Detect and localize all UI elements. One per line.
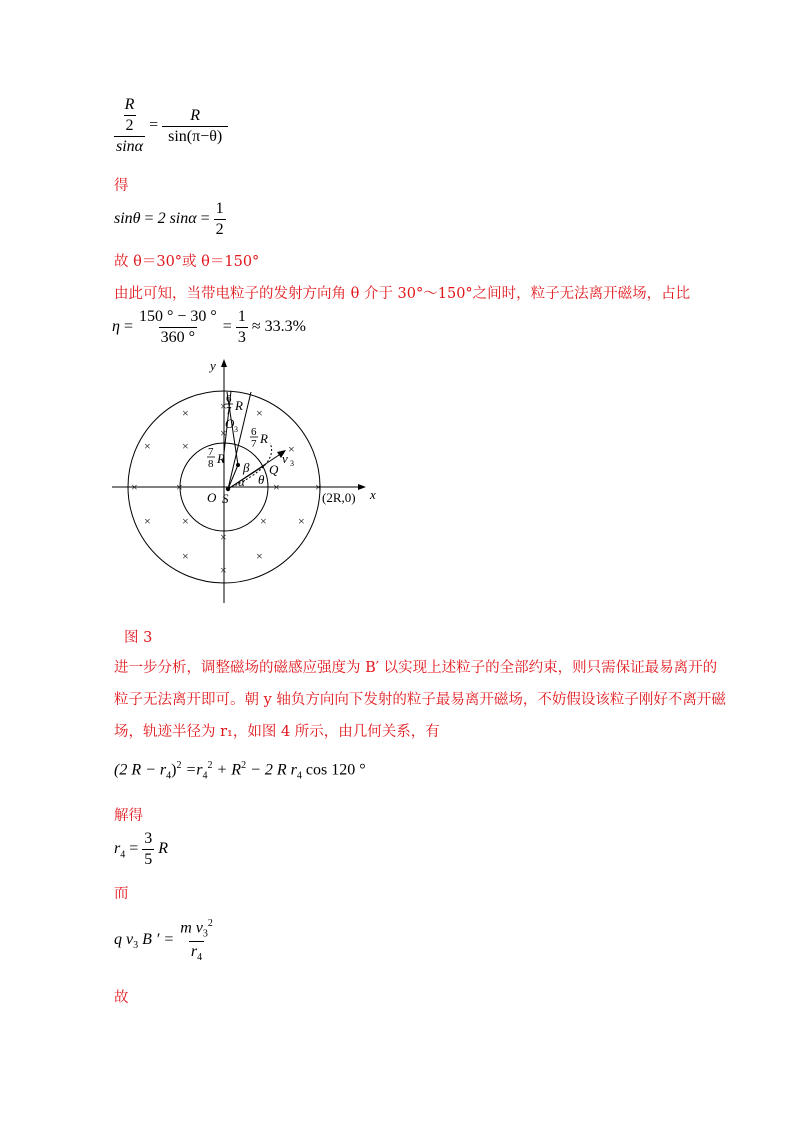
text-de: 得 — [114, 178, 129, 194]
eq3-fraction-2 — [236, 308, 248, 347]
eq3-den: 360 ° — [160, 329, 196, 346]
eq1-rhs-num: R — [190, 106, 201, 124]
fraction-r-over-sin — [162, 107, 228, 146]
label-78-den: 8 — [208, 458, 214, 470]
equation-3: η = $\frac{150 ^\circ - 30 ^\circ}{360 ^\circ}$ = $\frac{1}{3}$ ≈ 33.3% — [112, 308, 306, 346]
eq3-approx: ≈ 33.3% — [251, 318, 306, 336]
figure-caption: 图 3 — [124, 630, 153, 646]
label-67-top-den: 7 — [226, 405, 232, 417]
y-axis-arrow — [221, 359, 227, 367]
cross-mark: × — [182, 514, 189, 528]
cross-mark: × — [260, 514, 267, 528]
cross-mark: × — [220, 530, 227, 544]
equation-2: sinθ = 2 sinα = $\frac{1}{2}$ — [114, 200, 224, 238]
label-q: Q — [269, 462, 279, 477]
eq5-lhs-sub: 4 — [120, 849, 126, 861]
cross-mark: × — [182, 549, 189, 563]
axis-label-y: y — [210, 358, 216, 373]
cross-mark: × — [182, 406, 189, 420]
eq4-rhs4: cos 120 ° — [305, 761, 366, 779]
equation-1 — [114, 96, 228, 156]
cross-mark: × — [256, 406, 263, 420]
label-v3: v — [282, 451, 288, 466]
cross-mark: × — [131, 480, 138, 494]
eq3-num: 150 ° − 30 ° — [138, 308, 217, 325]
cross-mark: × — [273, 480, 280, 494]
paragraph-line-3: 场，轨迹半径为 r₁，如图 4 所示，由几何关系，有 — [114, 724, 440, 740]
eq6-lhs: q v — [114, 931, 134, 949]
label-67-mid-r: R — [260, 431, 268, 446]
paragraph-line-2: 粒子无法离开即可。朝 y 轴负方向向下发射的粒子最易离开磁场，不妨假设该粒子刚好不离开磁 — [114, 692, 726, 708]
label-theta: θ — [258, 472, 265, 487]
eq3-den2: 3 — [237, 329, 246, 346]
eq1-den: sinα — [116, 138, 144, 155]
eq2-den: 2 — [215, 221, 224, 238]
label-v3-sub: 3 — [290, 459, 294, 468]
eq5-den: 5 — [144, 851, 153, 868]
eq4-rhs2-sup: 2 — [241, 760, 247, 771]
eq2-num: 1 — [215, 200, 224, 217]
label-78-num: 7 — [208, 446, 214, 458]
eq4-lhs-sup: 2 — [176, 760, 182, 771]
label-67-mid-num: 6 — [251, 426, 257, 438]
label-67-top-r: R — [235, 398, 243, 413]
label-s: S — [222, 491, 229, 506]
eq4-lhs-sub: 4 — [166, 770, 172, 782]
label-origin: O — [207, 490, 217, 505]
eq1-num-top: R — [124, 96, 135, 113]
cross-mark: × — [315, 480, 322, 494]
cross-mark: × — [176, 480, 183, 494]
eq6-num-sub: 3 — [202, 928, 208, 940]
eq4-rhs2: + R — [216, 761, 242, 779]
text-gu-1: 故 θ＝30°或 θ＝150° — [114, 254, 260, 270]
cross-mark: × — [220, 399, 227, 413]
cross-mark: × — [256, 549, 263, 563]
eq3-fraction-1 — [137, 308, 219, 347]
equation-5: $r_4$ = $\frac{3}{5}$ R — [114, 830, 169, 868]
eq6-lhs-sub: 3 — [133, 940, 139, 952]
eq5-fraction — [142, 830, 154, 869]
eq4-rhs1: =r — [185, 761, 203, 779]
cross-mark: × — [288, 442, 295, 456]
eq4-rhs1-sub: 4 — [202, 770, 208, 782]
eq4-lhs: (2 R − r — [114, 761, 167, 779]
cross-mark: × — [220, 563, 227, 577]
text-gu-2: 故 — [114, 990, 129, 1006]
x-axis-arrow — [358, 484, 366, 490]
label-78-r: R — [217, 451, 225, 466]
eq2-lhs: sinθ — [114, 210, 141, 228]
trajectory-arc — [228, 443, 272, 489]
label-alpha: α — [238, 474, 245, 489]
label-67-top-num: 6 — [226, 393, 232, 405]
equation-4 — [114, 760, 366, 782]
text-analysis: 由此可知，当带电粒子的发射方向角 θ 介于 30°～150°之间时，粒子无法离开磁场，占比 — [114, 286, 691, 302]
eq4-lhs-close: ) — [171, 761, 177, 779]
eq6-fraction — [178, 918, 215, 963]
eq5-num: 3 — [144, 830, 153, 847]
eq4-rhs1-sup: 2 — [207, 760, 213, 771]
eq4-rhs3-sub: 4 — [296, 770, 302, 782]
text-jiede: 解得 — [114, 808, 143, 824]
eq5-lhs: r — [114, 840, 121, 858]
label-o3-sub: 3 — [234, 425, 238, 434]
cross-mark: × — [220, 426, 227, 440]
eq6-den: r — [190, 942, 198, 960]
text-er: 而 — [114, 886, 129, 902]
axis-label-x: x — [370, 487, 376, 502]
magnetic-field-diagram — [110, 355, 400, 610]
label-coord: (2R,0) — [322, 490, 356, 505]
eq3-num2: 1 — [237, 308, 246, 325]
label-o3: O — [225, 416, 235, 431]
eq2-mid: 2 sinα — [157, 210, 197, 228]
eq4-rhs3: − 2 R r — [250, 761, 297, 779]
eq2-fraction — [214, 200, 226, 239]
cross-mark: × — [298, 514, 305, 528]
eq3-lhs: η — [112, 318, 120, 336]
eq1-equals: = — [149, 116, 159, 134]
eq6-num: m v — [180, 919, 203, 937]
fraction-r2-over-sinalpha — [114, 96, 145, 156]
cross-mark: × — [182, 439, 189, 453]
eq6-num-sup: 2 — [207, 918, 213, 929]
eq5-tail: R — [158, 840, 169, 858]
cross-mark: × — [144, 439, 151, 453]
cross-mark: × — [144, 514, 151, 528]
point-o3 — [236, 463, 240, 467]
paragraph-line-1: 进一步分析，调整磁场的磁感应强度为 B′ 以实现上述粒子的全部约束，则只需保证最易离开的 — [114, 660, 718, 676]
eq1-num-bottom: 2 — [125, 117, 134, 134]
eq1-rhs-den: sin(π−θ) — [162, 126, 228, 146]
eq6-den-sub: 4 — [197, 951, 203, 963]
label-beta: β — [243, 460, 250, 475]
equation-6 — [114, 918, 215, 963]
label-67-mid-den: 7 — [251, 438, 257, 450]
eq6-lhs-tail: B ′ = — [138, 931, 175, 949]
